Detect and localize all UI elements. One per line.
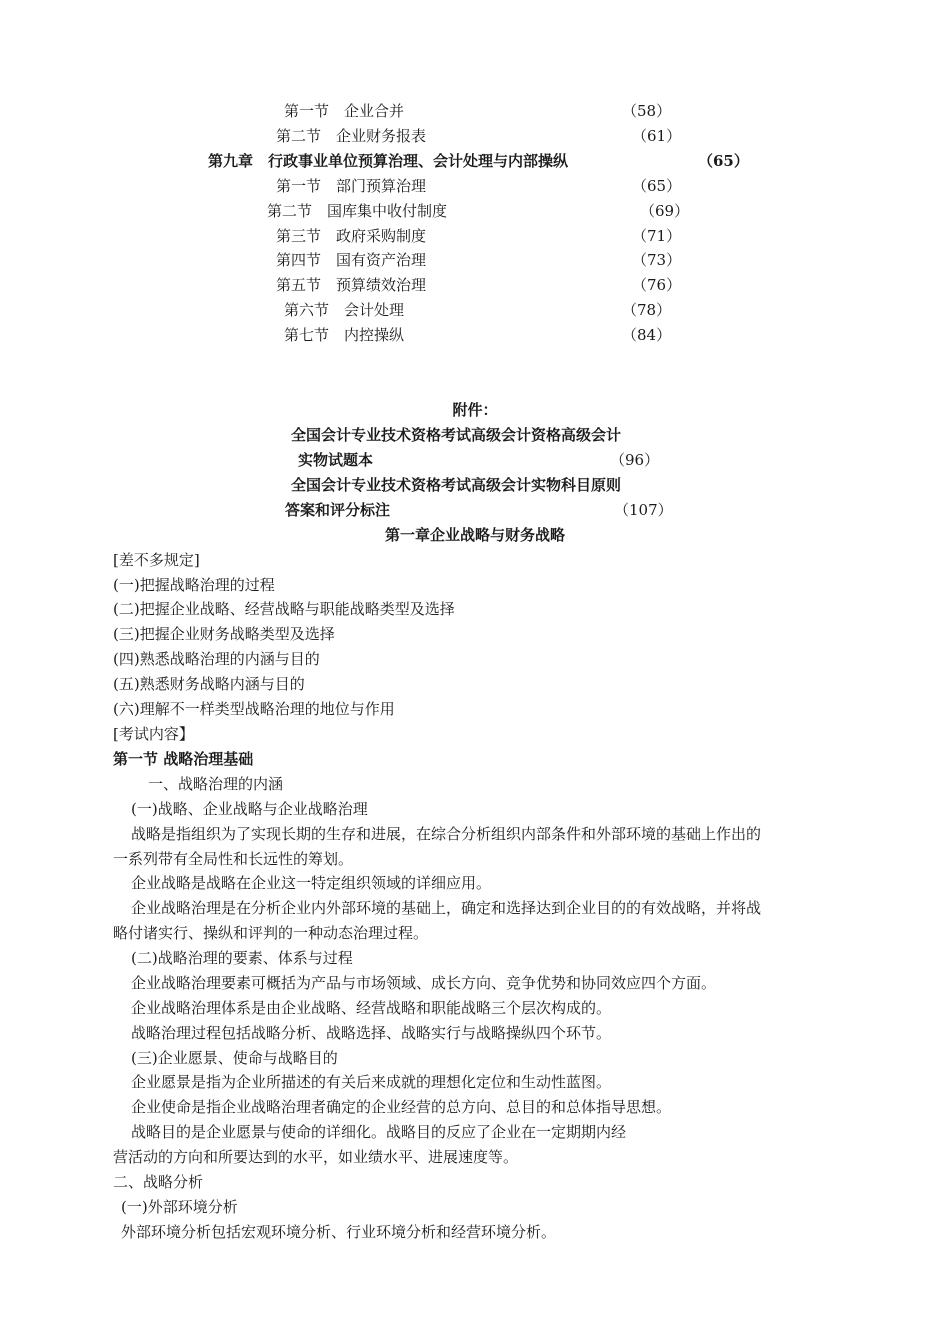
- appendix-item-title[interactable]: 答案和评分标注: [285, 501, 391, 519]
- appendix-item-title[interactable]: 实物试题本: [298, 451, 374, 469]
- toc-entry-page: （76）: [632, 276, 682, 294]
- appendix-item-title: 全国会计专业技术资格考试高级会计资格高级会计: [291, 426, 622, 444]
- toc-entry-page: （84）: [622, 326, 672, 344]
- toc-entry-page: （78）: [622, 301, 672, 319]
- toc-chapter-title[interactable]: 第九章 行政事业单位预算治理、会计处理与内部操纵: [208, 152, 569, 170]
- subsection-heading: (一)战略、企业战略与企业战略治理: [131, 800, 368, 818]
- exam-content-heading: [考试内容】: [113, 725, 194, 743]
- paragraph-line: 战略目的是企业愿景与使命的详细化。战略目的反应了企业在一定期期内经: [131, 1123, 627, 1141]
- toc-entry-title[interactable]: 第七节 内控操纵: [284, 326, 405, 344]
- requirements-heading: [差不多规定]: [113, 551, 200, 569]
- paragraph-line: 企业愿景是指为企业所描述的有关后来成就的理想化定位和生动性蓝图。: [131, 1073, 612, 1091]
- appendix-heading: 附件：: [452, 401, 498, 419]
- toc-entry-page: （61）: [632, 127, 682, 145]
- requirement-item: (一)把握战略治理的过程: [113, 576, 275, 594]
- requirement-item: (六)理解不一样类型战略治理的地位与作用: [113, 700, 395, 718]
- paragraph-line: 企业使命是指企业战略治理者确定的企业经营的总方向、总目的和总体指导思想。: [131, 1098, 672, 1116]
- toc-entry-page: （65）: [632, 177, 682, 195]
- appendix-item-page: （107）: [614, 501, 673, 519]
- paragraph-line: 营活动的方向和所要达到的水平，如业绩水平、进展速度等。: [113, 1148, 519, 1166]
- toc-entry-title[interactable]: 第一节 部门预算治理: [276, 177, 427, 195]
- toc-entry-page: （73）: [632, 251, 682, 269]
- toc-entry-page: （71）: [632, 227, 682, 245]
- paragraph-line: 一系列带有全局性和长远性的筹划。: [113, 850, 354, 868]
- appendix-item-page: （96）: [610, 451, 660, 469]
- toc-entry-title[interactable]: 第二节 企业财务报表: [276, 127, 427, 145]
- paragraph-line: 战略是指组织为了实现长期的生存和进展，在综合分析组织内部条件和外部环境的基础上作出的: [131, 825, 762, 843]
- toc-entry-title[interactable]: 第三节 政府采购制度: [276, 227, 427, 245]
- toc-entry-title[interactable]: 第四节 国有资产治理: [276, 251, 427, 269]
- paragraph-line: 战略治理过程包括战略分析、战略选择、战略实行与战略操纵四个环节。: [131, 1024, 612, 1042]
- toc-entry-page: （58）: [622, 102, 672, 120]
- requirement-item: (二)把握企业战略、经营战略与职能战略类型及选择: [113, 600, 455, 618]
- subsection-heading: (二)战略治理的要素、体系与过程: [131, 949, 353, 967]
- paragraph-line: 企业战略治理是在分析企业内外部环境的基础上，确定和选择达到企业目的的有效战略，并将战: [131, 899, 762, 917]
- paragraph-line: 企业战略是战略在企业这一特定组织领域的详细应用。: [131, 874, 492, 892]
- appendix-item-title: 全国会计专业技术资格考试高级会计实物科目原则: [291, 476, 622, 494]
- toc-entry-title[interactable]: 第五节 预算绩效治理: [276, 276, 427, 294]
- chapter-title: 第一章企业战略与财务战略: [384, 526, 565, 544]
- paragraph-line: 略付诸实行、操纵和评判的一种动态治理过程。: [113, 924, 429, 942]
- subsection-heading: 一、战略治理的内涵: [148, 775, 284, 793]
- subsection-heading: 二、战略分析: [113, 1173, 204, 1191]
- toc-entry-title[interactable]: 第二节 国库集中收付制度: [267, 202, 448, 220]
- toc-entry-title[interactable]: 第一节 企业合并: [284, 102, 405, 120]
- requirement-item: (三)把握企业财务战略类型及选择: [113, 625, 335, 643]
- toc-entry-page: （69）: [640, 202, 690, 220]
- toc-entry-title[interactable]: 第六节 会计处理: [284, 301, 405, 319]
- subsection-heading: (三)企业愿景、使命与战略目的: [131, 1049, 338, 1067]
- requirement-item: (四)熟悉战略治理的内涵与目的: [113, 650, 320, 668]
- paragraph-line: 企业战略治理要素可概括为产品与市场领域、成长方向、竞争优势和协同效应四个方面。: [131, 974, 717, 992]
- paragraph-line: 企业战略治理体系是由企业战略、经营战略和职能战略三个层次构成的。: [131, 999, 612, 1017]
- section-title: 第一节 战略治理基础: [113, 750, 254, 768]
- paragraph-line: 外部环境分析包括宏观环境分析、行业环境分析和经营环境分析。: [121, 1223, 557, 1241]
- requirement-item: (五)熟悉财务战略内涵与目的: [113, 675, 305, 693]
- toc-entry-page: （65）: [698, 152, 749, 170]
- subsection-heading: (一)外部环境分析: [121, 1198, 238, 1216]
